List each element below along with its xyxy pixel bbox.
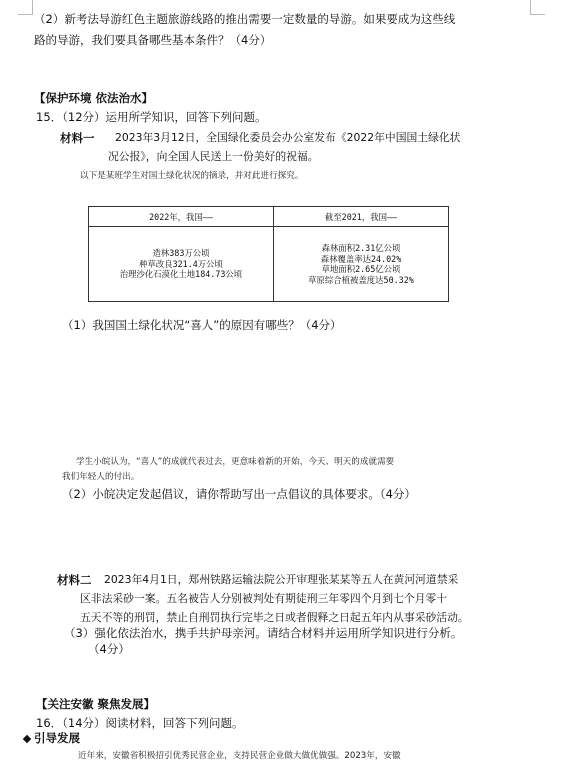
page-corner-mark-left (18, 0, 33, 15)
q15-sub3-line2: （4分） (88, 642, 130, 656)
table-cell-2021 (274, 227, 449, 302)
table-item: 森林面积2.31亿公顷 (321, 243, 401, 253)
table-item: 治理沙化石漠化土地184.73公顷 (119, 269, 243, 280)
material2-line3: 五天不等的刑罚，禁止自刑罚执行完毕之日或者假释之日起五年内从事采砂活动。 (80, 611, 469, 624)
greening-data-table (88, 206, 449, 302)
guide-development-title: 引导发展 (34, 731, 80, 745)
section-title-anhui-development: 【关注安徽 聚焦发展】 (36, 697, 156, 711)
section-title-protect-environment: 【保护环境 依法治水】 (34, 91, 154, 105)
material2-label: 材料二 (57, 573, 92, 587)
q16-stem: 16．（14分）阅读材料，回答下列问题。 (36, 716, 244, 730)
q15-sub1: （1）我国国土绿化状况“喜人”的原因有哪些？（4分） (62, 318, 342, 332)
q15-sub2: （2）小皖决定发起倡议，请你帮助写出一点倡议的具体要求。（4分） (62, 487, 416, 501)
material1-label: 材料一 (60, 131, 95, 145)
table-item: 草原综合植被盖度达50.32% (308, 274, 414, 285)
comment-line1: 学生小皖认为，“喜人”的成就代表过去，更意味着新的开始，今天、明天的成就需要 (76, 457, 395, 467)
q15-sub3-line1: （3）强化依法治水，携手共护母亲河。请结合材料并运用所学知识进行分析。 (64, 626, 463, 640)
table-intro-text: 以下是某班学生对国土绿化状况的摘录，并对此进行探究。 (80, 171, 304, 181)
table-item: 草地面积2.65亿公顷 (321, 264, 401, 274)
comment-line2: 我们年轻人的付出。 (62, 472, 140, 482)
table-item: 造林383万公顷 (152, 248, 210, 259)
q14-sub2-line1: （2）新考法导游红色主题旅游线路的推出需要一定数量的导游。如果要成为这些线 (34, 12, 456, 26)
diamond-bullet-icon (23, 734, 31, 742)
table-header-2022: 2022年，我国—— (89, 207, 274, 227)
guide-development-heading (24, 731, 80, 745)
table-item: 森林覆盖率达24.02% (320, 253, 402, 264)
page-corner-mark-right (530, 0, 545, 15)
table-cell-2022 (89, 227, 274, 302)
q14-sub2-line2: 路的导游，我们要具备哪些基本条件？（4分） (34, 33, 272, 47)
material1-line1: 2023年3月12日，全国绿化委员会办公室发布《2022年中国国土绿化状 (115, 131, 461, 144)
material2-line2: 区非法采砂一案。五名被告人分别被判处有期徒刑三年零四个月到七个月零十 (80, 592, 448, 605)
material1-line2: 况公报》，向全国人民送上一份美好的祝福。 (108, 150, 319, 163)
q16-paragraph: 近年来，安徽省积极招引优秀民营企业，支持民营企业做大做优做强。2023年，安徽 (78, 751, 401, 761)
table-item: 种草改良321.4万公顷 (139, 258, 223, 269)
q15-stem: 15．（12分）运用所学知识，回答下列问题。 (36, 110, 267, 124)
material2-line1: 2023年4月1日，郑州铁路运输法院公开审理张某某等五人在黄河河道禁采 (104, 573, 459, 586)
table-header-2021: 截至2021，我国—— (274, 207, 449, 227)
